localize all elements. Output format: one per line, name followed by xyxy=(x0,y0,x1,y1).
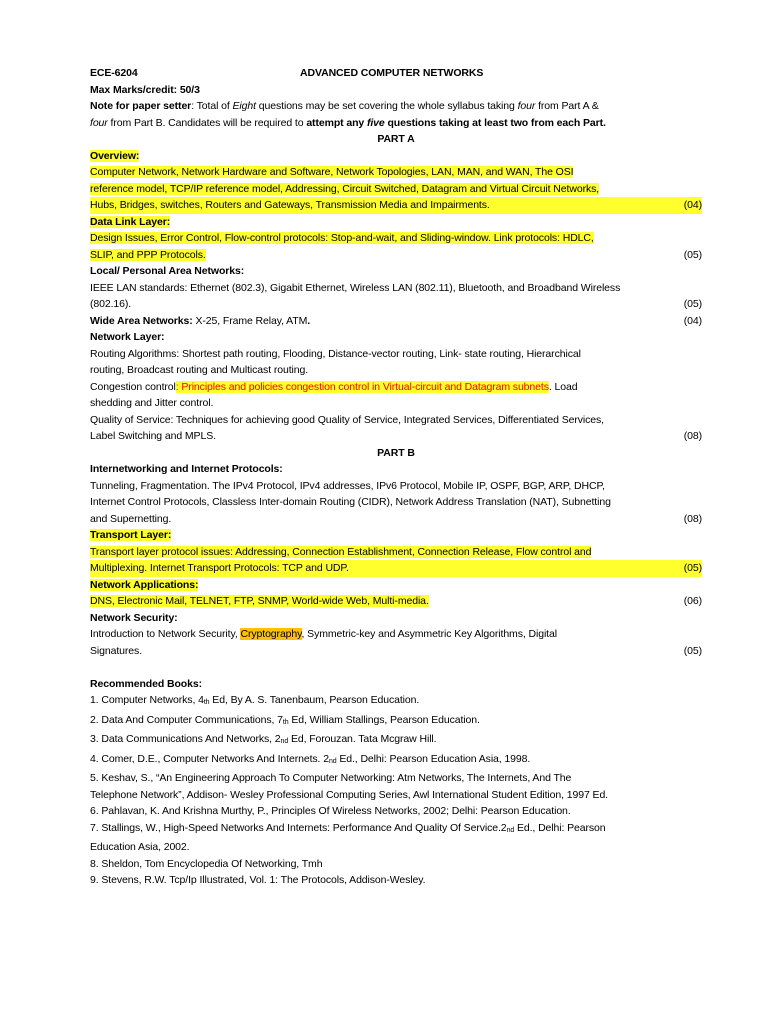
book-item: 1. Computer Networks, $4_{th}$ Ed, By A. S. Tanenbaum, Pearson Education. xyxy=(90,694,420,706)
internetworking-text: Tunneling, Fragmentation. The IPv4 Protocol, IPv4 addresses, IPv6 Protocol, Mobile IP, OSPF, BGP, ARP, DHCP, xyxy=(90,479,605,492)
book-item-continued: Education Asia, 2002. xyxy=(90,841,190,853)
security-text: Introduction to Network Security, xyxy=(90,628,241,640)
books-title: Recommended Books: xyxy=(90,677,202,690)
applications-marks: (06) xyxy=(683,595,702,607)
qos-text: Label Switching and MPLS. xyxy=(90,430,216,442)
note-four: four xyxy=(90,116,108,129)
internetworking-title: Internetworking and Internet Protocols: xyxy=(90,463,283,475)
data-link-text: Design Issues, Error Control, Flow-control protocols: Stop-and-wait, and Sliding-window. Link protocols: HDLC, xyxy=(90,232,594,244)
congestion-highlight: : Principles and policies congestion control in Virtual-circuit and Datagram subnets xyxy=(175,380,549,393)
note-text: : Total of xyxy=(191,100,233,112)
wan-dot: . xyxy=(307,314,311,327)
note-text: questions may be set covering the whole syllabus taking xyxy=(255,100,518,112)
overview-text: reference model, TCP/IP reference model, Addressing, Circuit Switched, Datagram and Virtual Circuit Networks, xyxy=(90,182,600,195)
data-link-title: Data Link Layer: xyxy=(90,215,171,228)
network-layer-text: Routing Algorithms: Shortest path routing, Flooding, Distance-vector routing, Link- state routing, Hierarchical xyxy=(90,347,581,360)
transport-text: Transport layer protocol issues: Addressing, Connection Establishment, Connection Release, Flow control and xyxy=(90,545,592,558)
internetworking-text: and Supernetting. xyxy=(90,512,172,525)
applications-title: Network Applications: xyxy=(90,578,199,591)
book-item: 6. Pahlavan, K. And Krishna Murthy, P., Principles Of Wireless Networks, 2002; Delhi: Pearson Education. xyxy=(90,805,571,817)
congestion-text: . Load xyxy=(548,380,578,393)
note-text: from Part A & xyxy=(535,100,599,112)
wan-marks: (04) xyxy=(683,314,702,327)
book-item: 8. Sheldon, Tom Encyclopedia Of Networking, Tmh xyxy=(90,857,323,870)
book-item: 5. Keshav, S., “An Engineering Approach To Computer Networking: Atm Networks, The Internets, And The xyxy=(90,772,572,784)
data-link-marks: (05) xyxy=(683,248,702,261)
book-item: 3. Data Communications And Networks, $2_{nd}$ Ed, Forouzan. Tata Mcgraw Hill. xyxy=(90,733,437,745)
overview-title: Overview: xyxy=(90,149,140,162)
wan-title: Wide Area Networks: xyxy=(90,314,193,327)
transport-title: Transport Layer: xyxy=(90,529,172,541)
overview-text: Computer Network, Network Hardware and Software, Network Topologies, LAN, MAN, and WAN, The OSI xyxy=(90,166,574,178)
lan-text: IEEE LAN standards: Ethernet (802.3), Gigabit Ethernet, Wireless LAN (802.11), Bluetooth, and Broadband Wireless xyxy=(90,281,621,294)
note-text: from Part B. Candidates will be required to xyxy=(107,116,307,129)
lan-text: (802.16). xyxy=(90,298,132,310)
book-item: 4. Comer, D.E., Computer Networks And Internets. $2_{nd}$ Ed., Delhi: Pearson Education Asia, 1998. xyxy=(90,752,531,765)
part-b-heading: PART B xyxy=(377,446,415,459)
overview-text: Hubs, Bridges, switches, Routers and Gateways, Transmission Media and Impairments. xyxy=(90,199,490,211)
transport-text: Multiplexing. Internet Transport Protocols: TCP and UDP. xyxy=(90,562,349,574)
lan-marks: (05) xyxy=(683,298,702,310)
cryptography-highlight: Cryptography xyxy=(240,628,302,640)
qos-text: Quality of Service: Techniques for achieving good Quality of Service, Integrated Services, Differentiated Services, xyxy=(90,413,604,426)
security-marks: (05) xyxy=(683,644,702,657)
book-item-continued: Telephone Network”, Addison- Wesley Professional Computing Series, Awl International Student Edition, 1997 Ed. xyxy=(90,788,608,801)
note-five: five xyxy=(366,116,385,129)
network-layer-marks: (08) xyxy=(683,430,702,442)
lan-title: Local/ Personal Area Networks: xyxy=(90,265,245,277)
syllabus-page xyxy=(90,65,702,889)
book-item: 7. Stallings, W., High-Speed Networks And Internets: Performance And Quality Of $Service.2_{nd}$ Ed., Delhi: Pearson xyxy=(90,821,606,834)
header-row xyxy=(90,65,702,82)
congestion-label: Congestion control xyxy=(90,380,176,393)
data-link-text: SLIP, and PPP Protocols. xyxy=(90,248,206,261)
network-layer-text: shedding and Jitter control. xyxy=(90,397,214,409)
overview-marks: (04) xyxy=(683,199,702,211)
note-four: four xyxy=(517,100,536,112)
network-layer-text: routing, Broadcast routing and Multicast routing. xyxy=(90,364,309,376)
network-layer-title: Network Layer: xyxy=(90,331,165,343)
course-title: ADVANCED COMPUTER NETWORKS xyxy=(300,67,484,79)
note-paragraph xyxy=(90,98,702,131)
course-code: ECE-6204 xyxy=(90,67,138,79)
security-text: , Symmetric-key and Asymmetric Key Algorithms, Digital xyxy=(301,628,557,640)
security-title: Network Security: xyxy=(90,611,178,624)
note-label: Note for paper setter xyxy=(90,100,192,112)
note-eight: Eight xyxy=(232,100,256,112)
applications-text: DNS, Electronic Mail, TELNET, FTP, SNMP, World-wide Web, Multi-media. xyxy=(90,595,429,607)
transport-marks: (05) xyxy=(683,562,702,574)
security-text: Signatures. xyxy=(90,644,143,657)
spacer xyxy=(90,659,702,676)
internetworking-marks: (08) xyxy=(683,512,702,525)
internetworking-text: Internet Control Protocols, Classless Inter-domain Routing (CIDR), Network Address Translation (NAT), Subnetting xyxy=(90,496,611,508)
note-bold: attempt any xyxy=(306,116,367,129)
note-bold: questions taking at least two from each Part. xyxy=(384,116,606,129)
max-marks: Max Marks/credit: 50/3 xyxy=(90,83,200,96)
book-item: 9. Stevens, R.W. Tcp/Ip Illustrated, Vol. 1: The Protocols, Addison-Wesley. xyxy=(90,874,426,886)
part-a-heading: PART A xyxy=(377,133,415,145)
wan-text: X-25, Frame Relay, ATM xyxy=(192,314,308,327)
book-item: 2. Data And Computer Communications, $7_{th}$ Ed, William Stallings, Pearson Education. xyxy=(90,713,480,726)
